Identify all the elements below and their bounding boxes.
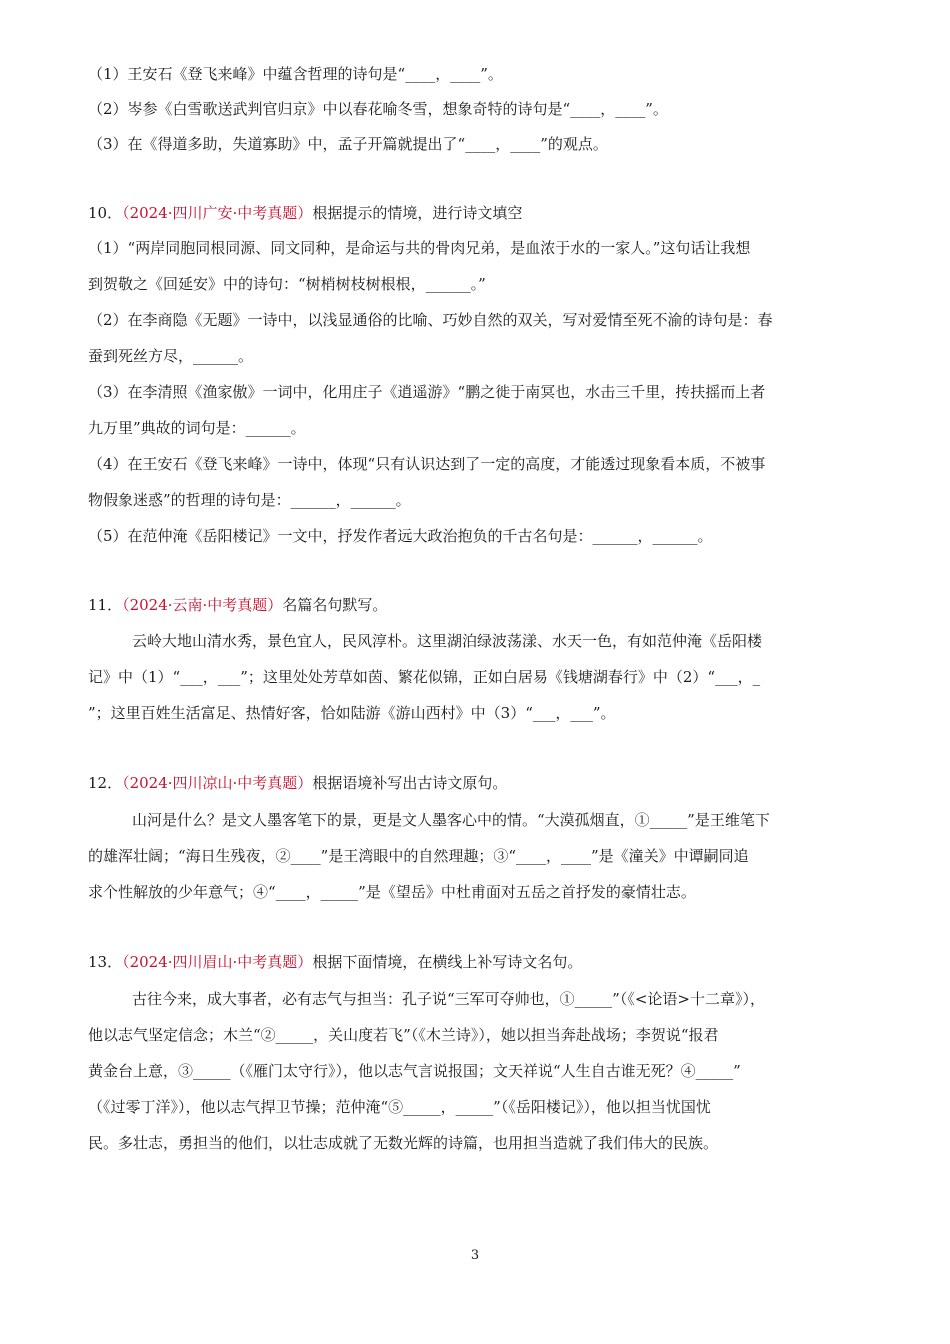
text-line: （3）在李清照《渔家傲》一词中，化用庄子《逍遥游》“鹏之徙于南冥也，水击三千里，抟扶摇而上者	[88, 383, 766, 401]
page-number: 3	[470, 1248, 480, 1263]
text-line: 的雄浑壮阔；“海日生残夜，②____”是王湾眼中的自然理趣；③“____，____”是《潼关》中谭嗣同追	[88, 847, 749, 865]
question-10-header	[88, 203, 890, 223]
text-line: 蚕到死丝方尽，______。	[88, 347, 254, 365]
text-line: （1）王安石《登飞来峰》中蕴含哲理的诗句是“____，____”。	[88, 65, 503, 83]
question-number: 12．	[88, 774, 123, 792]
question-prompt: 根据语境补写出古诗文原句。	[312, 774, 508, 792]
question-source: （2024·四川眉山·中考真题）	[122, 953, 313, 971]
text-line: 黄金台上意，③_____（《雁门太守行》），他以志气言说报国；文天祥说“人生自古谁无死？④_____”	[88, 1062, 741, 1080]
text-line: 物假象迷惑”的哲理的诗句是：______，______。	[88, 491, 411, 509]
question-prompt: 根据提示的情境，进行诗文填空	[312, 204, 523, 222]
text-line: （2）在李商隐《无题》一诗中，以浅显通俗的比喻、巧妙自然的双关，写对爱情至死不渝的诗句是：春	[88, 311, 773, 329]
text-line: 到贺敬之《回延安》中的诗句：“树梢树枝树根根，______。”	[88, 275, 486, 293]
text-line: （《过零丁洋》），他以志气捍卫节操；范仲淹“⑤_____，_____”（《岳阳楼记》），他以担当忧国忧	[88, 1098, 711, 1116]
text-line: （5）在范仲淹《岳阳楼记》一文中，抒发作者远大政治抱负的千古名句是：______，______。	[88, 527, 713, 545]
text-line: （1）“两岸同胞同根同源、同文同种，是命运与共的骨肉兄弟，是血浓于水的一家人。”这句话让我想	[88, 239, 751, 257]
text-line: ”；这里百姓生活富足、热情好客，恰如陆游《游山西村》中（3）“___，___”。	[88, 704, 616, 722]
question-number: 13．	[88, 953, 123, 971]
text-line: 求个性解放的少年意气；④“____，_____”是《望岳》中杜甫面对五岳之首抒发的豪情壮志。	[88, 883, 696, 901]
text-line: 他以志气坚定信念；木兰“②_____，关山度若飞”（《木兰诗》），她以担当奔赴战场；李贺说“报君	[88, 1026, 719, 1044]
question-11-header	[88, 595, 890, 615]
text-line: 云岭大地山清水秀，景色宜人，民风淳朴。这里湖泊绿波荡漾、水天一色，有如范仲淹《岳阳楼	[132, 632, 763, 650]
text-line: 古往今来，成大事者，必有志气与担当：孔子说“三军可夺帅也，①_____”（《<论语>十二章》），	[132, 990, 765, 1008]
text-line: （4）在王安石《登飞来峰》一诗中，体现“只有认识达到了一定的高度，才能透过现象看本质，不被事	[88, 455, 766, 473]
question-source: （2024·四川凉山·中考真题）	[122, 774, 313, 792]
question-prompt: 根据下面情境，在横线上补写诗文名句。	[312, 953, 583, 971]
text-line: 记》中（1）“___，___”；这里处处芳草如茵、繁花似锦，正如白居易《钱塘湖春行》中（2）“___，_	[88, 668, 761, 686]
question-source: （2024·云南·中考真题）	[122, 596, 283, 614]
text-line: 民。多壮志，勇担当的他们，以壮志成就了无数光辉的诗篇，也用担当造就了我们伟大的民族。	[88, 1134, 719, 1152]
text-line: （2）岑参《白雪歌送武判官归京》中以春花喻冬雪，想象奇特的诗句是“____，____”。	[88, 100, 668, 118]
question-number: 10．	[88, 204, 123, 222]
text-line: 山河是什么？是文人墨客笔下的景，更是文人墨客心中的情。“大漠孤烟直，①_____”是王维笔下	[132, 811, 770, 829]
text-line: （3）在《得道多助，失道寡助》中，孟子开篇就提出了“____，____”的观点。	[88, 135, 608, 153]
question-source: （2024·四川广安·中考真题）	[122, 204, 313, 222]
question-12-header	[88, 773, 890, 793]
text-line: 九万里”典故的词句是：______。	[88, 419, 306, 437]
question-prompt: 名篇名句默写。	[282, 596, 388, 614]
question-13-header	[88, 952, 890, 972]
question-number: 11．	[88, 596, 123, 614]
